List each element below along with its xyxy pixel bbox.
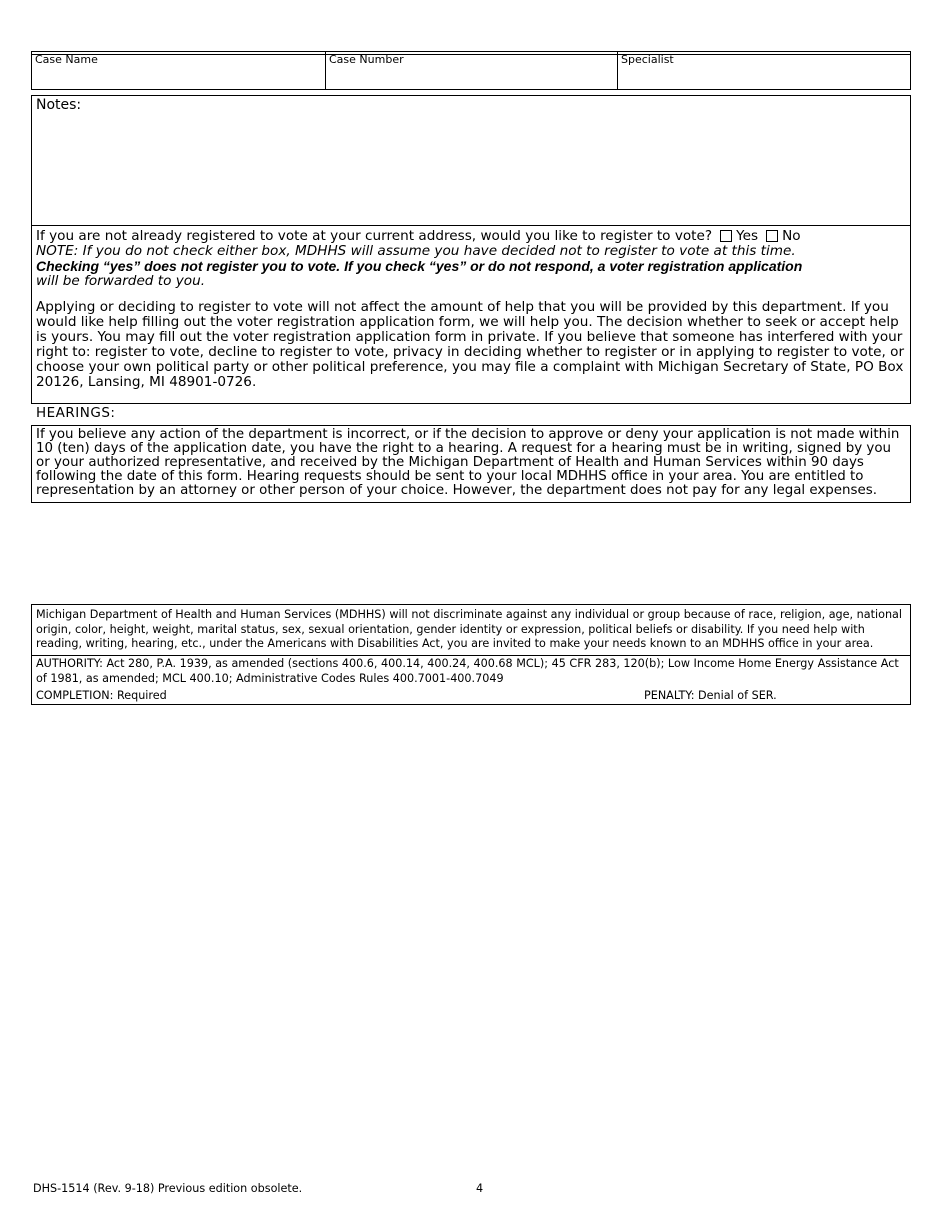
- authority-text: AUTHORITY: Act 280, P.A. 1939, as amended (sections 400.6, 400.14, 400.24, 400.68 MCL); 45 CFR 283, 120(b); Low Income Home Energy Assistance Act of 1981, as amended; MCL 400.10; Administrative Codes Rules 400.7001-400.7049: [36, 657, 899, 685]
- specialist-label: Specialist: [621, 53, 674, 66]
- hearings-text: If you believe any action of the department is incorrect, or if the decision to approve or deny your application is not made within 10 (ten) days of the application date, you have the right to a hearing. A request for a hearing must be in writing, signed by you or your authorized representative, and received by the Michigan Department of Health and Human Services within 90 days following the date of this form. Hearing requests should be sent to your local MDHHS office in your area. You are entitled to representation by an attorney or other person of your choice. However, the department does not pay for any legal expenses.: [36, 427, 900, 498]
- voter-paragraph: Applying or deciding to register to vote will not affect the amount of help that you will be provided by this department. If you would like help filling out the voter registration application form, we will help you. The decision whether to seek or accept help is yours. You may fill out the voter registration application form in private. If you believe that someone has interfered with your right to: register to vote, decline to register to vote, privacy in deciding whether to register or in applying to register to vote, or choose your own political party or other political preference, you may file a complaint with Michigan Secretary of State, PO Box 20126, Lansing, MI 48901-0726.: [36, 299, 905, 390]
- form-id: DHS-1514 (Rev. 9-18) Previous edition obsolete.: [33, 1182, 303, 1195]
- voter-note-line3: will be forwarded to you.: [36, 273, 206, 289]
- case-number-label: Case Number: [329, 53, 404, 66]
- voter-registration-block: [36, 229, 906, 390]
- legal-footer-box: [31, 604, 911, 705]
- notes-field[interactable]: [32, 96, 910, 226]
- page-number: 4: [476, 1182, 484, 1195]
- completion-text: COMPLETION: Required: [36, 689, 167, 702]
- voter-note-line2: Checking “yes” does not register you to vote. If you check “yes” or do not respond, a voter registration application: [36, 258, 803, 274]
- hearings-title: HEARINGS:: [36, 405, 116, 421]
- yes-label: Yes: [736, 228, 759, 244]
- voter-question: If you are not already registered to vote at your current address, would you like to register to vote?: [36, 228, 713, 244]
- voter-note-line1: NOTE: If you do not check either box, MDHHS will assume you have decided not to register to vote at this time.: [36, 243, 796, 259]
- notes-label: Notes:: [36, 97, 82, 113]
- hearings-box: [31, 425, 911, 503]
- yes-checkbox[interactable]: [720, 230, 732, 242]
- specialist-field[interactable]: [617, 52, 910, 89]
- case-name-label: Case Name: [35, 53, 98, 66]
- footer-divider: [32, 655, 910, 656]
- no-checkbox[interactable]: [766, 230, 778, 242]
- case-header-table: [31, 51, 911, 90]
- nondiscrimination-text: Michigan Department of Health and Human Services (MDHHS) will not discriminate against any individual or group because of race, religion, age, national origin, color, height, weight, marital status, sex, sexual orientation, gender identity or expression, political beliefs or disability. If you need help with reading, writing, hearing, etc., under the Americans with Disabilities Act, you are invited to make your needs known to an MDHHS office in your area.: [36, 608, 902, 650]
- voter-question-row: [36, 229, 906, 244]
- case-name-field[interactable]: [32, 52, 325, 89]
- no-label: No: [782, 228, 801, 244]
- penalty-text: PENALTY: Denial of SER.: [644, 689, 777, 702]
- case-number-field[interactable]: [325, 52, 617, 89]
- notes-voter-section: [31, 95, 911, 404]
